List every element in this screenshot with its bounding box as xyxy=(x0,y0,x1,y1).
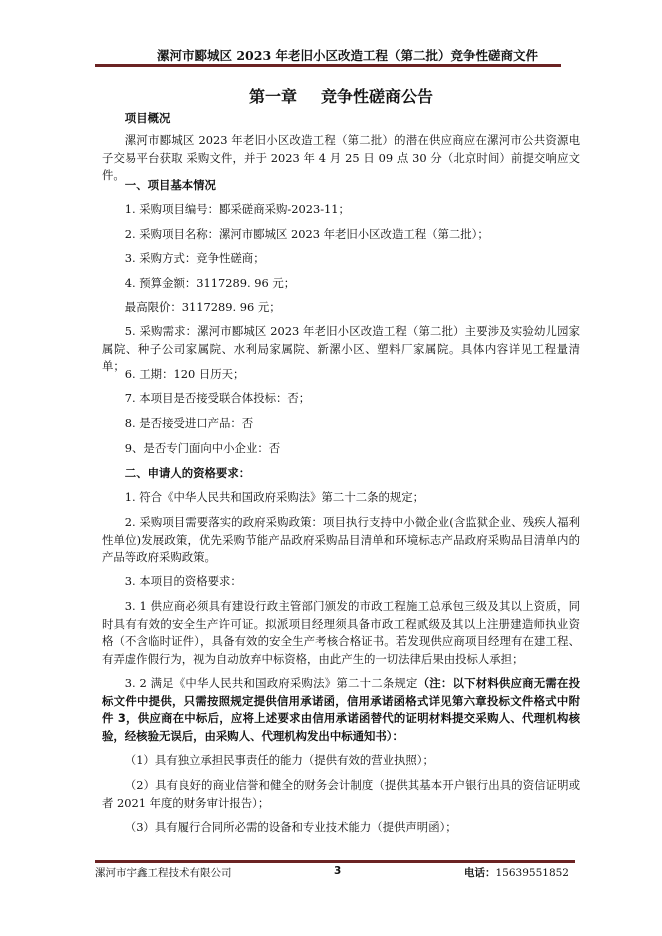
list-item: 5. 采购需求：漯河市郾城区 2023 年老旧小区改造工程（第二批）主要涉及实验幼儿园家属院、种子公司家属院、水利局家属院、新漯小区、塑料厂家属院。具体内容详见工程量清单； xyxy=(102,324,580,373)
qualification-3-2-note: （注：以下材料供应商无需在投标文件中提供，只需按照规定提供信用承诺函，信用承诺函格式详见第六章投标文件格式中附件 3，供应商在中标后，应将上述要求由信用承诺函替代的证明材料提交采购人、代理机构核验，经核验无误后，由采购人、代理机构发出中标通知书）： xyxy=(102,676,580,743)
list-item: 6. 工期：120 日历天； xyxy=(124,367,245,381)
list-item: 4. 预算金额：3117289. 96 元； xyxy=(124,276,296,290)
page-number: 3 xyxy=(334,865,342,877)
list-item: （3）具有履行合同所必需的设备和专业技术能力（提供声明函）； xyxy=(124,820,457,834)
list-item: 7. 本项目是否接受联合体投标：否； xyxy=(124,391,311,405)
header-rule xyxy=(95,64,561,67)
list-item: （2）具有良好的商业信誉和健全的财务会计制度（提供其基本开户银行出具的资信证明或者 2021 年度的财务审计报告）； xyxy=(102,778,580,810)
footer-rule xyxy=(95,860,575,863)
list-item: 3. 本项目的资格要求： xyxy=(124,574,242,588)
chapter-name: 竞争性磋商公告 xyxy=(321,87,434,106)
list-item: 1. 符合《中华人民共和国政府采购法》第二十二条的规定； xyxy=(124,490,425,504)
list-item: 9、是否专门面向中小企业：否 xyxy=(124,441,281,455)
list-item: 2. 采购项目名称：漯河市郾城区 2023 年老旧小区改造工程（第二批）； xyxy=(124,227,489,241)
list-item: 1. 采购项目编号：郾采磋商采购-2023-11； xyxy=(124,202,350,216)
footer-company: 漯河市宇鑫工程技术有限公司 xyxy=(95,867,232,879)
qualification-3-2-text: 3. 2 满足《中华人民共和国政府采购法》第二十二条规定 xyxy=(124,676,418,690)
chapter-title xyxy=(0,84,662,107)
list-item: 8. 是否接受进口产品：否 xyxy=(124,416,254,430)
qualification-3-2 xyxy=(102,675,580,745)
list-item: 3. 1 供应商必须具有建设行政主管部门颁发的市政工程施工总承包三级及其以上资质，同时具有有效的安全生产许可证。拟派项目经理须具备市政工程贰级及其以上注册建造师执业资格（不含临时证件），具备有效的安全生产考核合格证书。若发现供应商项目经理有在建工程、有弄虚作假行为，视为自动放弃中标资格，由此产生的一切法律后果由投标人承担； xyxy=(102,599,580,666)
overview-paragraph: 漯河市郾城区 2023 年老旧小区改造工程（第二批）的潜在供应商应在漯河市公共资源电子交易平台获取 采购文件，并于 2023 年 4 月 25 日 09 点 30 分（北京时间）前提交响应文件。 xyxy=(102,133,580,182)
phone-number: 15639551852 xyxy=(495,867,569,879)
list-item: 2. 采购项目需要落实的政府采购政策：项目执行支持中小微企业(含监狱企业、残疾人福利性单位)发展政策，优先采购节能产品政府采购品目清单和环境标志产品政府采购品目清单内的产品等政府采购政策。 xyxy=(102,515,580,564)
running-header: 漯河市郾城区 2023 年老旧小区改造工程（第二批）竞争性磋商文件 xyxy=(157,48,538,63)
footer-phone xyxy=(464,865,569,880)
chapter-number: 第一章 xyxy=(248,87,297,106)
list-item: 3. 采购方式：竞争性磋商； xyxy=(124,251,265,265)
list-item: 最高限价：3117289. 96 元； xyxy=(124,300,281,314)
overview-heading: 项目概况 xyxy=(124,111,171,125)
section1-heading: 一、项目基本情况 xyxy=(124,178,216,192)
phone-label: 电话： xyxy=(464,867,496,879)
list-item: （1）具有独立承担民事责任的能力（提供有效的营业执照）； xyxy=(124,753,434,767)
section2-heading: 二、申请人的资格要求： xyxy=(124,466,251,480)
